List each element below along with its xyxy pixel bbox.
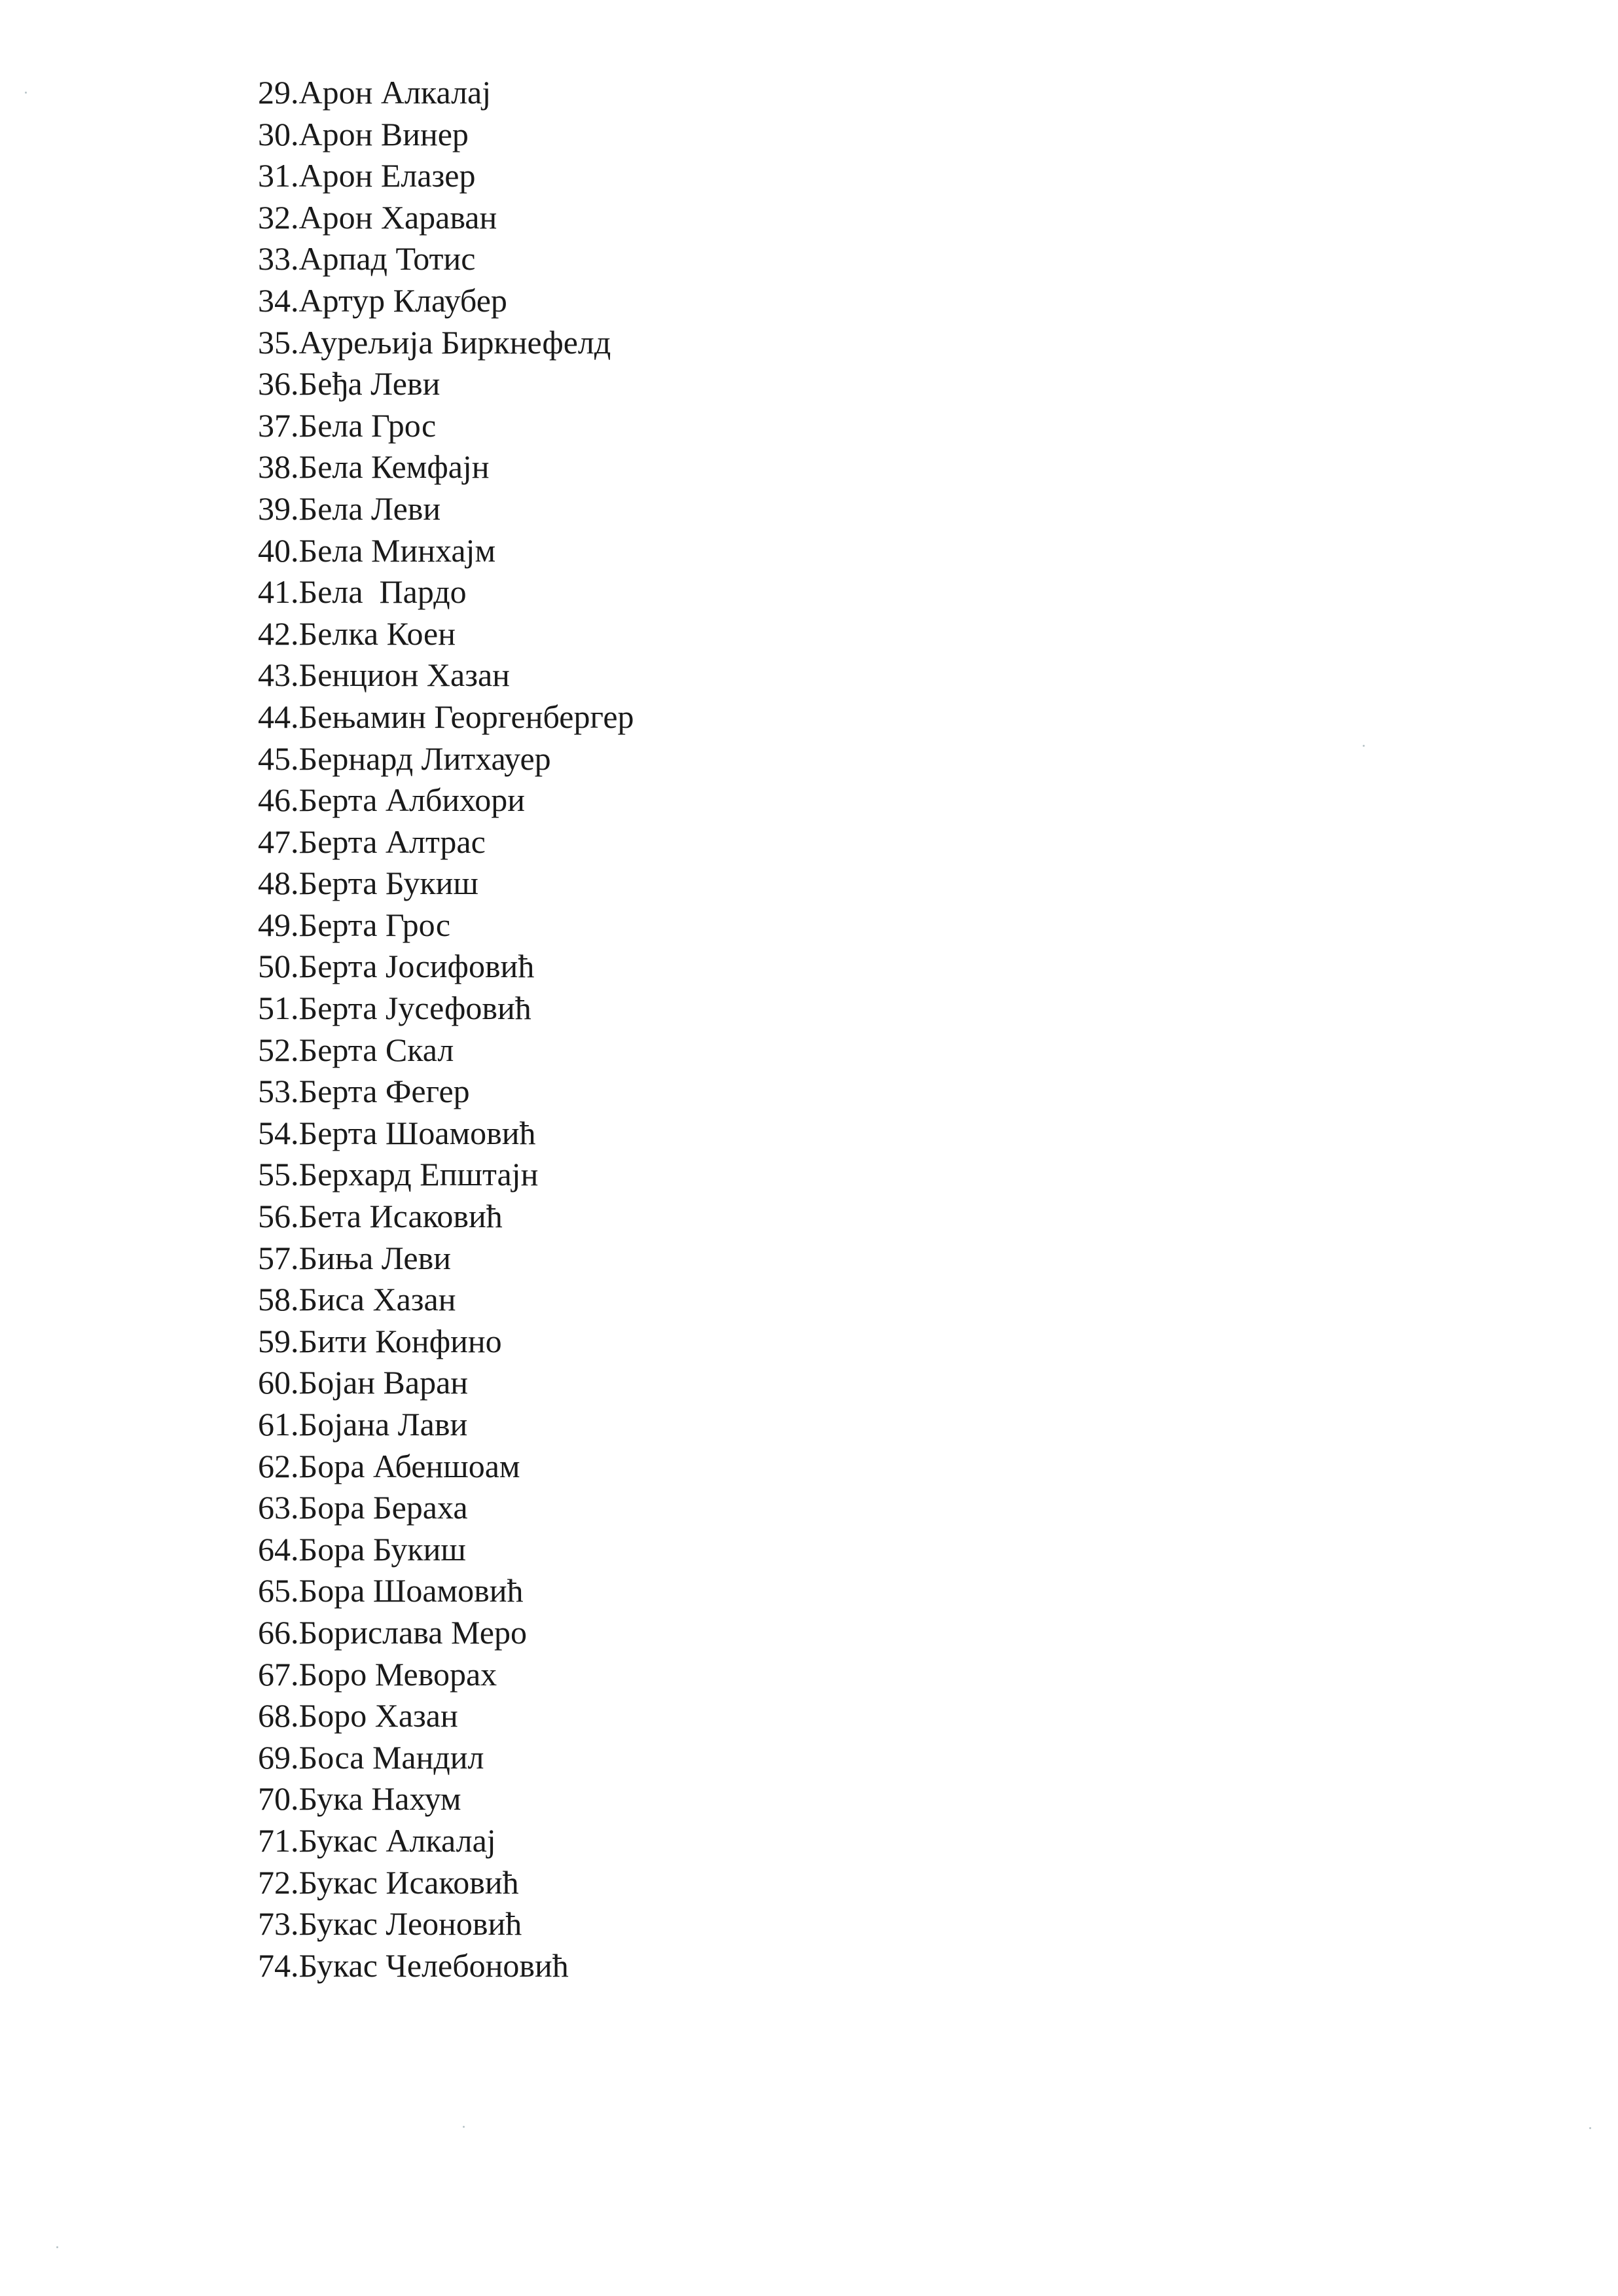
- list-item: 37.Бела Грос: [258, 406, 437, 444]
- list-item: 62.Бора Абеншоам: [258, 1447, 520, 1484]
- list-item: 65.Бора Шоамовић: [258, 1572, 524, 1609]
- list-item: 64.Бора Букиш: [258, 1530, 466, 1568]
- list-item: 54.Берта Шоамовић: [258, 1114, 536, 1151]
- list-item: 60.Бојан Варан: [258, 1364, 469, 1401]
- name-list: [258, 72, 634, 1986]
- scan-speck: [25, 92, 27, 94]
- list-item: 73.Букас Леоновић: [258, 1905, 522, 1943]
- list-item: 36.Беђа Леви: [258, 365, 440, 403]
- list-item: 69.Боса Мандил: [258, 1738, 484, 1776]
- list-item: 31.Арон Елазер: [258, 157, 476, 194]
- list-item: 44.Бењамин Георгенбергер: [258, 698, 634, 735]
- list-item: 66.Борислава Меро: [258, 1613, 527, 1651]
- list-item: 34.Артур Клаубер: [258, 281, 507, 319]
- list-item: 41.Бела Пардо: [258, 573, 467, 611]
- list-item: 35.Аурељија Биркнефелд: [258, 323, 611, 361]
- list-item: 40.Бела Минхајм: [258, 531, 496, 569]
- list-item: 56.Бета Исаковић: [258, 1198, 503, 1235]
- list-item: 42.Белка Коен: [258, 615, 456, 652]
- list-item: 45.Бернард Литхауер: [258, 740, 551, 777]
- list-item: 67.Боро Меворах: [258, 1655, 497, 1693]
- list-item: 33.Арпад Тотис: [258, 240, 476, 278]
- list-item: 53.Берта Фегер: [258, 1073, 470, 1110]
- list-item: 55.Берхард Епштајн: [258, 1156, 539, 1193]
- list-item: 51.Берта Јусефовић: [258, 990, 531, 1027]
- scan-speck: [1363, 745, 1365, 747]
- list-item: 29.Арон Алкалај: [258, 74, 492, 111]
- list-item: 59.Бити Конфино: [258, 1322, 502, 1359]
- scan-speck: [56, 2246, 58, 2248]
- list-item: 50.Берта Јосифовић: [258, 948, 535, 985]
- list-item: 30.Арон Винер: [258, 115, 469, 152]
- list-item: 49.Берта Грос: [258, 906, 451, 943]
- list-item: 58.Биса Хазан: [258, 1281, 456, 1318]
- list-item: 74.Букас Челебоновић: [258, 1946, 569, 1984]
- list-item: 43.Бенцион Хазан: [258, 656, 510, 694]
- list-item: 32.Арон Хараван: [258, 198, 497, 236]
- list-item: 57.Бињa Леви: [258, 1239, 451, 1276]
- list-item: 61.Бојана Лави: [258, 1406, 468, 1443]
- list-item: 70.Бука Нахум: [258, 1780, 461, 1818]
- list-item: 38.Бела Кемфајн: [258, 448, 490, 486]
- list-item: 52.Берта Скал: [258, 1031, 454, 1068]
- list-item: 71.Букас Алкалај: [258, 1821, 496, 1859]
- list-item: 48.Берта Букиш: [258, 865, 478, 902]
- list-item: 39.Бела Леви: [258, 490, 441, 527]
- list-item: 63.Бора Бераха: [258, 1489, 468, 1526]
- list-item: 72.Букас Исаковић: [258, 1863, 519, 1901]
- list-item: 47.Берта Алтрас: [258, 823, 486, 860]
- scan-speck: [463, 2126, 465, 2128]
- scan-speck: [1589, 2127, 1591, 2129]
- list-item: 46.Берта Албихори: [258, 781, 526, 819]
- list-item: 68.Боро Хазан: [258, 1697, 458, 1734]
